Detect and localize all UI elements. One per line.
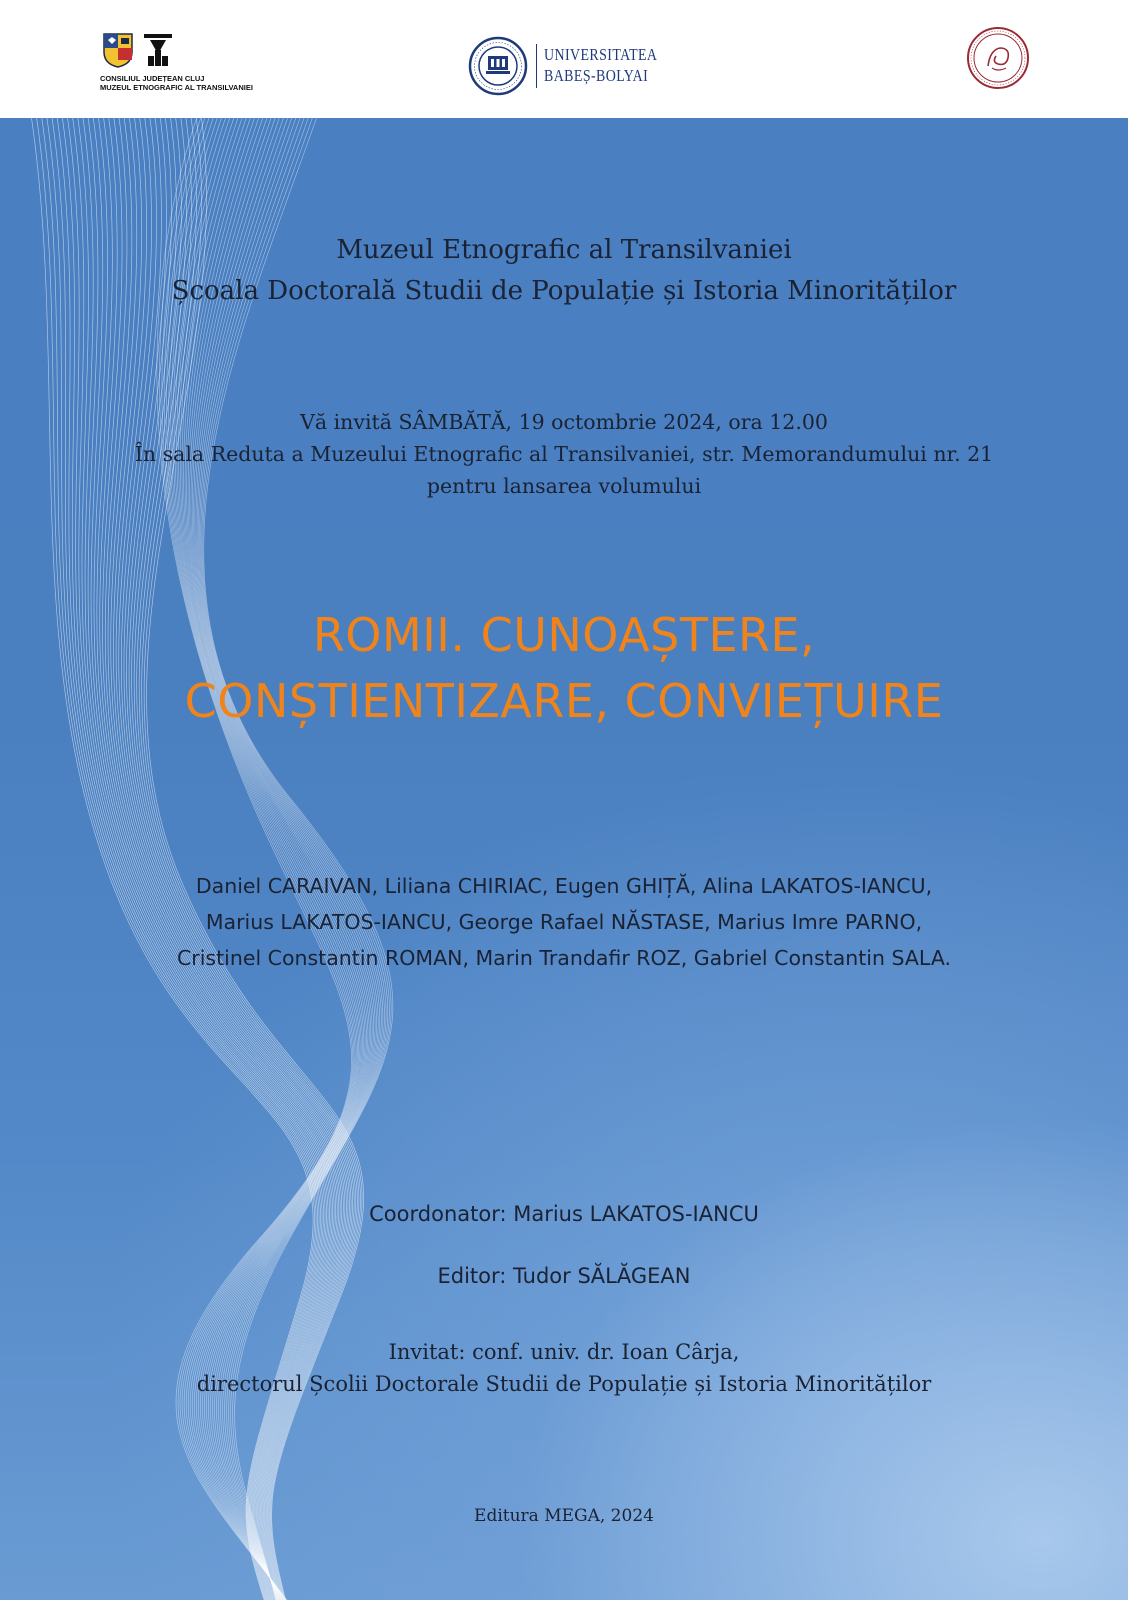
museum-monogram-icon xyxy=(142,32,174,68)
publisher: Editura MEGA, 2024 xyxy=(474,1506,654,1526)
guest-speaker xyxy=(20,1336,1108,1400)
authors-list xyxy=(20,868,1108,976)
organizer-museum: Muzeul Etnografic al Transilvaniei xyxy=(336,235,792,265)
editor: Editor: Tudor SĂLĂGEAN xyxy=(437,1264,691,1288)
doctoral-school-seal-icon xyxy=(966,26,1030,90)
ubb-logo xyxy=(468,36,668,96)
header-logos xyxy=(0,0,1128,118)
ubb-seal-icon xyxy=(468,36,528,96)
invitation-venue: În sala Reduta a Muzeului Etnografic al Transilvaniei, str. Memorandumului nr. 21 xyxy=(134,442,994,466)
county-council-museum-logo xyxy=(100,32,260,94)
left-logo-line1: CONSILIUL JUDEȚEAN CLUJ xyxy=(100,74,205,83)
ubb-name xyxy=(544,44,657,86)
invitation-text xyxy=(20,406,1108,502)
invitation-date: Vă invită SÂMBĂTĂ, 19 octombrie 2024, ora 12.00 xyxy=(300,410,828,434)
authors-line3: Cristinel Constantin ROMAN, Marin Trandafir ROZ, Gabriel Constantin SALA. xyxy=(176,946,951,970)
organizers xyxy=(20,230,1108,312)
left-logo-text xyxy=(100,74,253,92)
left-logo-line2: MUZEUL ETNOGRAFIC AL TRANSILVANIEI xyxy=(100,83,253,92)
book-title-line1: ROMII. CUNOAȘTERE, xyxy=(312,608,816,662)
ubb-name-line1: UNIVERSITATEA xyxy=(544,45,658,64)
guest-name: Invitat: conf. univ. dr. Ioan Cârja, xyxy=(388,1340,740,1364)
book-title xyxy=(20,602,1108,734)
book-title-line2: CONȘTIENTIZARE, CONVIEȚUIRE xyxy=(184,674,944,728)
coordinator: Coordonator: Marius LAKATOS-IANCU xyxy=(369,1202,759,1226)
invitation-purpose: pentru lansarea volumului xyxy=(426,474,702,498)
guest-role: directorul Școlii Doctorale Studii de Populație și Istoria Minorităților xyxy=(196,1372,932,1396)
ubb-name-line2: BABEȘ-BOLYAI xyxy=(544,66,649,85)
authors-line1: Daniel CARAIVAN, Liliana CHIRIAC, Eugen GHIȚĂ, Alina LAKATOS-IANCU, xyxy=(195,874,933,898)
poster-body xyxy=(0,118,1128,1600)
authors-line2: Marius LAKATOS-IANCU, George Rafael NĂSTASE, Marius Imre PARNO, xyxy=(205,910,923,934)
organizer-doctoral-school: Școala Doctorală Studii de Populație și Istoria Minorităților xyxy=(171,276,957,306)
ubb-logo-divider xyxy=(536,44,537,88)
county-crest-icon xyxy=(102,32,134,68)
